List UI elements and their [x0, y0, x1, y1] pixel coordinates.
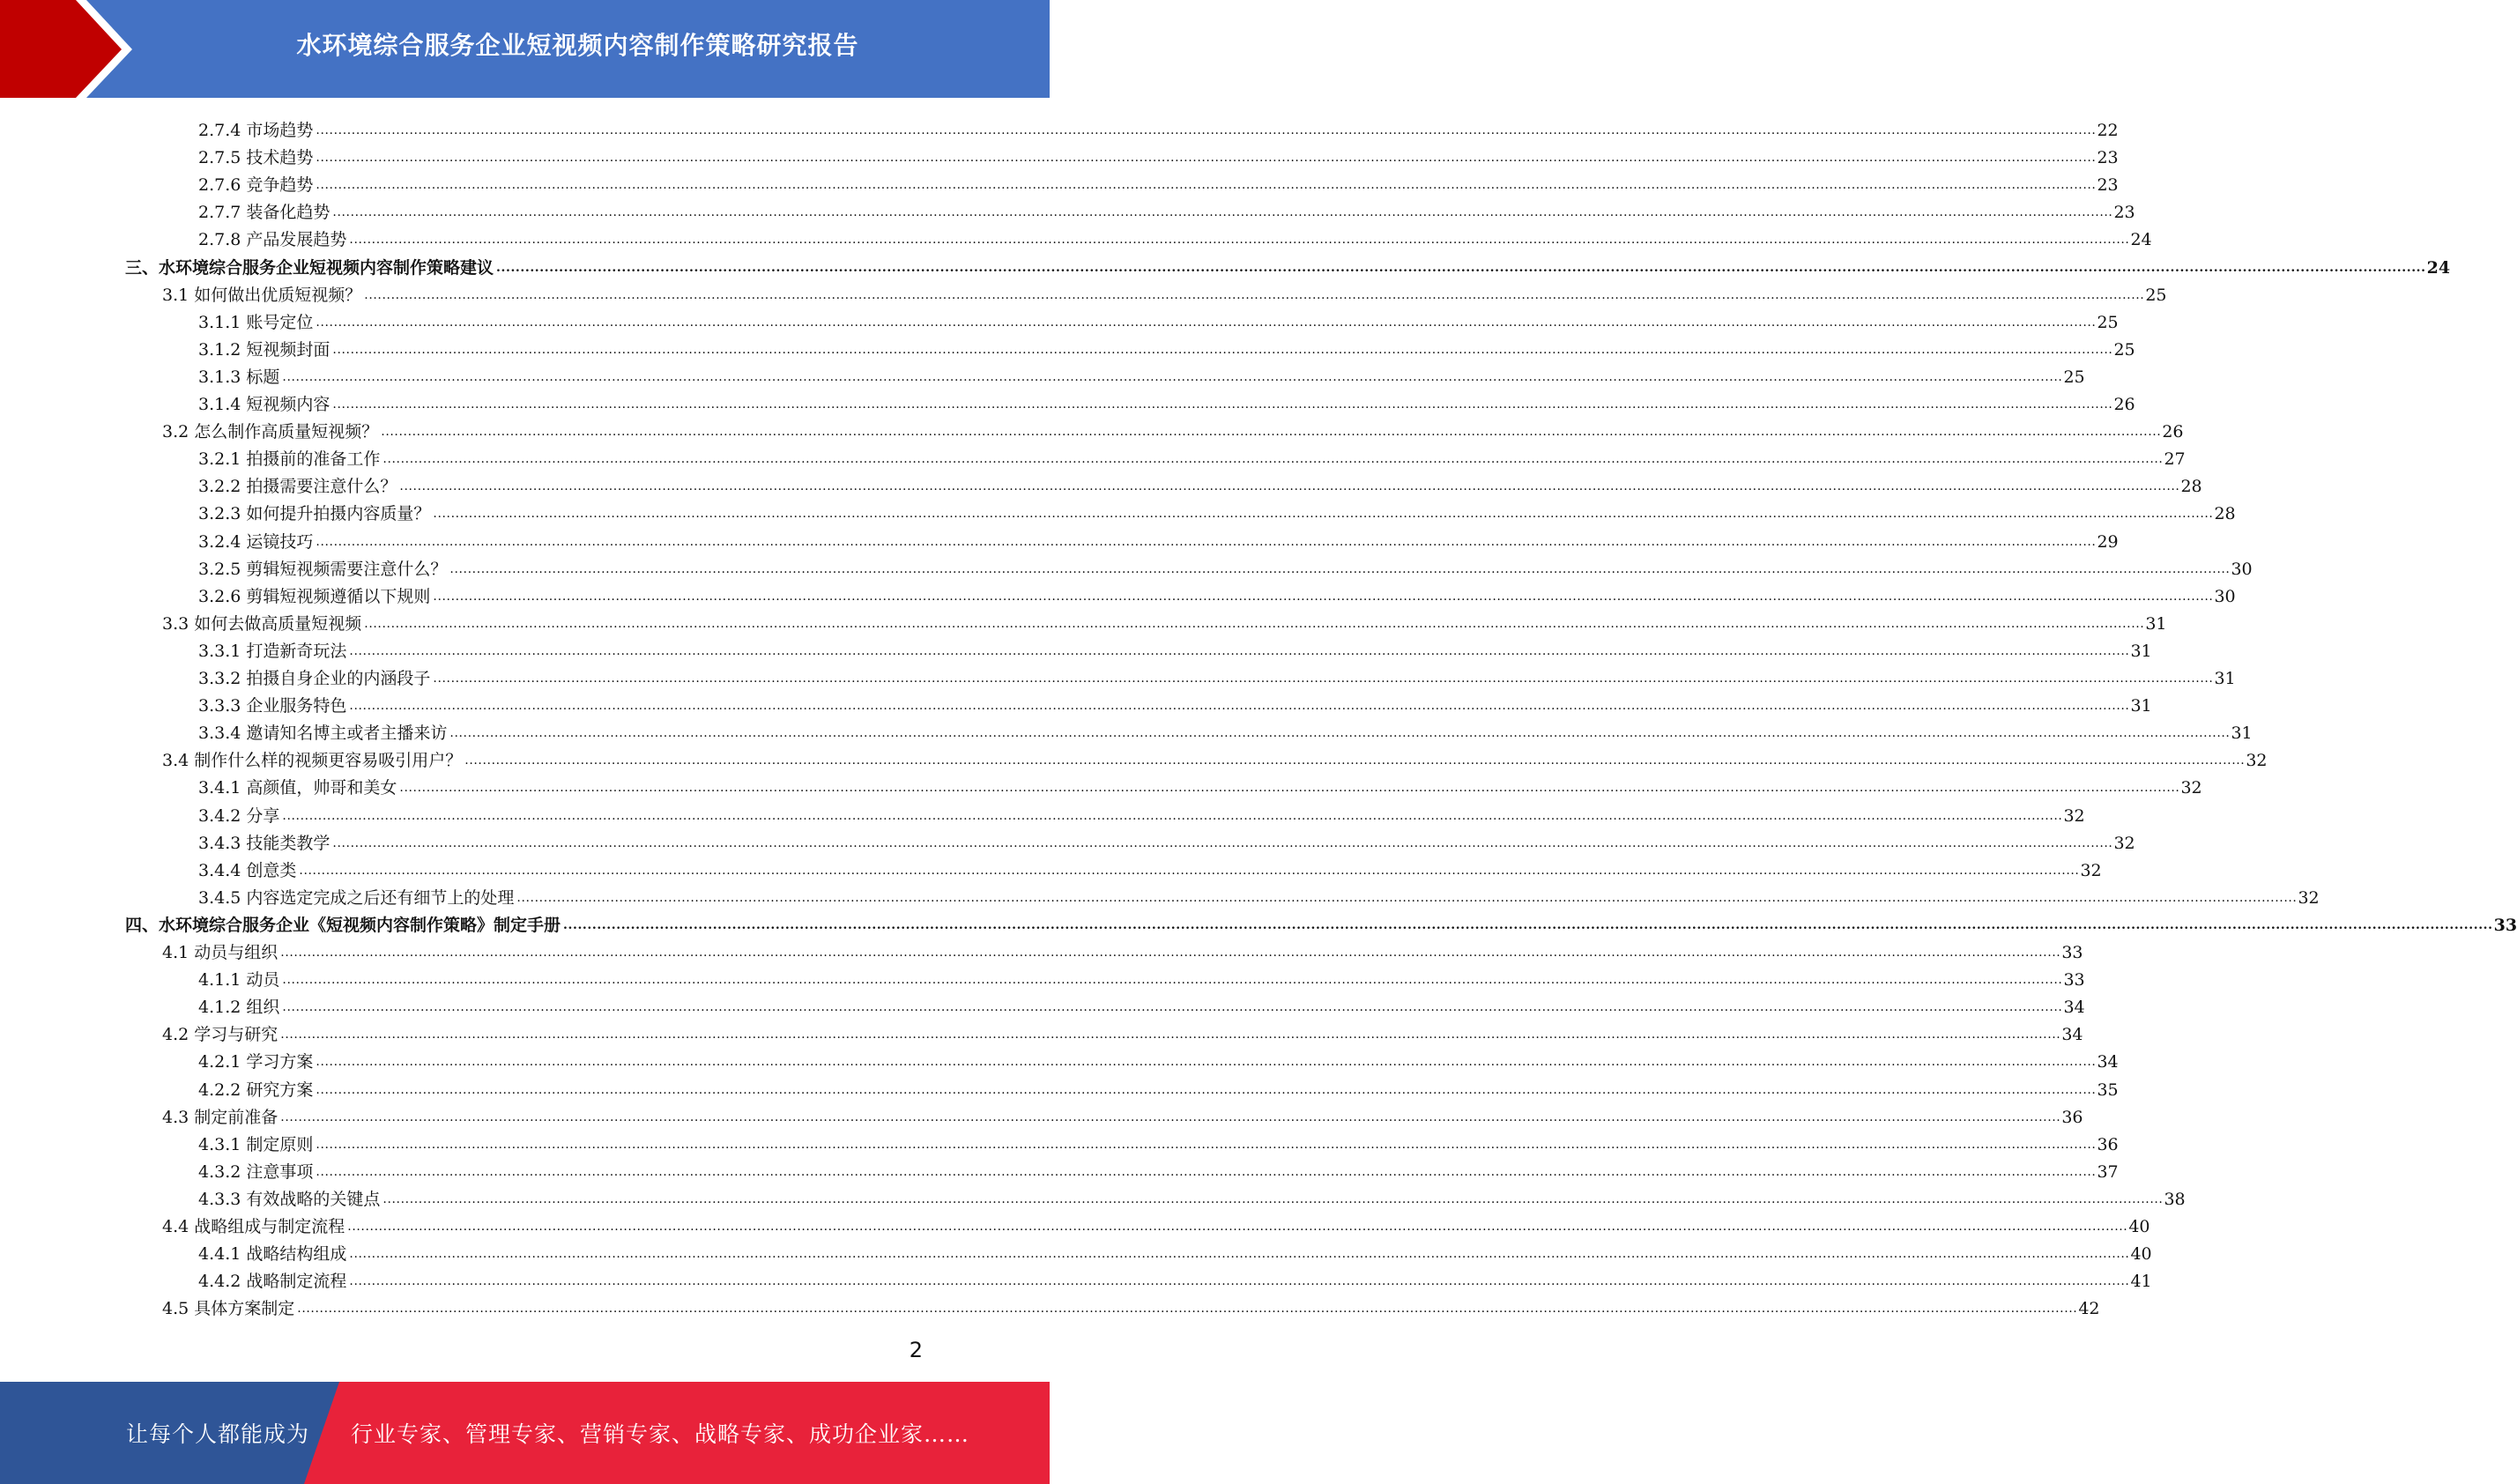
toc-leader-dots: ................................................................................................................................................................................................................................................................................................................................................................................................................	[316, 1055, 2097, 1070]
toc-entry[interactable]	[162, 1209, 2150, 1236]
toc-leader-dots: ................................................................................................................................................................................................................................................................................................................................................................................................................	[349, 643, 2130, 658]
toc-entry[interactable]	[198, 579, 2236, 606]
toc-leader-dots: ................................................................................................................................................................................................................................................................................................................................................................................................................	[399, 781, 2180, 796]
toc-entry[interactable]	[198, 195, 2135, 223]
toc-entry-page: 26	[2113, 395, 2135, 414]
toc-entry-title: 4.5 具体方案制定	[162, 1299, 295, 1319]
toc-leader-dots: ................................................................................................................................................................................................................................................................................................................................................................................................................	[449, 561, 2231, 576]
toc-entry-title: 3.4 制作什么样的视频更容易吸引用户？	[162, 751, 463, 771]
toc-entry[interactable]	[198, 469, 2202, 497]
toc-entry-page: 36	[2061, 1107, 2083, 1127]
toc-leader-dots: ................................................................................................................................................................................................................................................................................................................................................................................................................	[297, 1302, 2078, 1317]
toc-leader-dots: ................................................................................................................................................................................................................................................................................................................................................................................................................	[464, 753, 2246, 768]
toc-entry-title: 3.3 如何去做高质量短视频	[162, 613, 362, 634]
toc-entry[interactable]	[162, 743, 2268, 771]
toc-entry-title: 3.4.2 分享	[198, 805, 280, 826]
toc-entry-title: 4.4 战略组成与制定流程	[162, 1217, 345, 1236]
toc-entry-page: 32	[2063, 805, 2085, 826]
toc-entry-title: 4.2 学习与研究	[162, 1025, 278, 1045]
toc-leader-dots: ................................................................................................................................................................................................................................................................................................................................................................................................................	[299, 863, 2080, 878]
toc-entry-page: 22	[2097, 121, 2119, 140]
toc-entry-title: 4.3.2 注意事项	[198, 1161, 314, 1182]
toc-entry-title: 4.3.1 制定原则	[198, 1134, 314, 1154]
toc-entry-page: 28	[2214, 504, 2236, 524]
toc-leader-dots: ................................................................................................................................................................................................................................................................................................................................................................................................................	[332, 397, 2113, 412]
toc-entry-title: 2.7.6 竞争趋势	[198, 175, 314, 196]
toc-entry-page: 32	[2180, 778, 2202, 798]
toc-entry-page: 34	[2061, 1025, 2083, 1045]
toc-entry[interactable]	[198, 1127, 2119, 1154]
toc-entry-title: 2.7.4 市场趋势	[198, 121, 314, 140]
toc-entry-page: 34	[2097, 1052, 2119, 1072]
toc-entry[interactable]	[198, 1236, 2152, 1265]
toc-leader-dots: ................................................................................................................................................................................................................................................................................................................................................................................................................	[433, 507, 2214, 522]
toc-leader-dots: ................................................................................................................................................................................................................................................................................................................................................................................................................	[332, 835, 2113, 850]
toc-entry-page: 26	[2162, 422, 2184, 442]
toc-leader-dots: ................................................................................................................................................................................................................................................................................................................................................................................................................	[280, 1109, 2061, 1124]
toc-entry-title: 2.7.5 技术趋势	[198, 148, 314, 168]
toc-leader-dots: ................................................................................................................................................................................................................................................................................................................................................................................................................	[399, 479, 2180, 494]
toc-entry-title: 四、水环境综合服务企业《短视频内容制作策略》制定手册	[125, 915, 561, 935]
toc-leader-dots: ................................................................................................................................................................................................................................................................................................................................................................................................................	[282, 973, 2063, 988]
toc-leader-dots: ................................................................................................................................................................................................................................................................................................................................................................................................................	[316, 151, 2097, 166]
toc-entry-title: 3.2.5 剪辑短视频需要注意什么？	[198, 559, 448, 579]
toc-entry[interactable]	[198, 1154, 2119, 1182]
toc-entry-page: 31	[2130, 696, 2152, 716]
toc-entry[interactable]	[198, 1182, 2186, 1209]
toc-entry-page: 32	[2113, 833, 2135, 853]
toc-leader-dots: ................................................................................................................................................................................................................................................................................................................................................................................................................	[433, 672, 2214, 686]
toc-entry-page: 23	[2097, 175, 2119, 196]
toc-entry-title: 3.3.2 拍摄自身企业的内涵段子	[198, 669, 431, 688]
toc-entry-title: 4.4.1 战略结构组成	[198, 1244, 347, 1265]
toc-entry[interactable]	[198, 1044, 2119, 1072]
toc-entry-title: 2.7.7 装备化趋势	[198, 203, 330, 223]
toc-leader-dots: ................................................................................................................................................................................................................................................................................................................................................................................................................	[516, 890, 2298, 905]
toc-leader-dots: ................................................................................................................................................................................................................................................................................................................................................................................................................	[364, 287, 2145, 302]
toc-leader-dots: ................................................................................................................................................................................................................................................................................................................................................................................................................	[449, 726, 2231, 741]
toc-leader-dots: ................................................................................................................................................................................................................................................................................................................................................................................................................	[349, 699, 2130, 714]
toc-entry-page: 25	[2097, 312, 2119, 332]
toc-entry[interactable]	[198, 360, 2085, 387]
toc-entry[interactable]	[198, 496, 2236, 524]
toc-leader-dots: ................................................................................................................................................................................................................................................................................................................................................................................................................	[349, 233, 2130, 248]
toc-entry-page: 27	[2164, 449, 2186, 470]
toc-entry-page: 23	[2097, 148, 2119, 168]
toc-leader-dots: ................................................................................................................................................................................................................................................................................................................................................................................................................	[382, 1191, 2164, 1206]
toc-entry[interactable]	[162, 935, 2083, 962]
page-header	[0, 0, 1050, 98]
toc-entry-page: 33	[2493, 915, 2517, 935]
toc-entry-title: 4.4.2 战略制定流程	[198, 1272, 347, 1292]
toc-entry-page: 31	[2214, 669, 2236, 688]
toc-entry-title: 4.3.3 有效战略的关键点	[198, 1189, 381, 1209]
toc-entry-page: 31	[2145, 613, 2167, 634]
toc-leader-dots: ................................................................................................................................................................................................................................................................................................................................................................................................................	[280, 946, 2061, 960]
toc-entry-page: 25	[2113, 339, 2135, 360]
toc-leader-dots: ................................................................................................................................................................................................................................................................................................................................................................................................................	[316, 1164, 2097, 1179]
toc-entry-title: 4.2.2 研究方案	[198, 1080, 314, 1100]
toc-entry[interactable]	[198, 990, 2085, 1018]
toc-entry-page: 25	[2063, 367, 2085, 387]
toc-entry[interactable]	[162, 278, 2167, 305]
toc-entry[interactable]	[198, 1072, 2119, 1100]
toc-entry[interactable]	[125, 250, 2451, 278]
toc-leader-dots: ................................................................................................................................................................................................................................................................................................................................................................................................................	[364, 616, 2145, 631]
toc-entry-page: 31	[2130, 641, 2152, 661]
toc-entry[interactable]	[198, 552, 2253, 579]
toc-entry-title: 3.2.2 拍摄需要注意什么？	[198, 477, 397, 497]
toc-entry-title: 3.1.3 标题	[198, 367, 280, 387]
toc-entry-page: 33	[2061, 943, 2083, 962]
toc-entry-page: 24	[2130, 230, 2152, 250]
toc-entry-page: 38	[2164, 1189, 2186, 1209]
toc-leader-dots: ................................................................................................................................................................................................................................................................................................................................................................................................................	[381, 425, 2162, 440]
toc-entry[interactable]	[198, 826, 2135, 853]
toc-entry-title: 3.4.1 高颜值，帅哥和美女	[198, 778, 397, 798]
toc-entry-title: 3.3.1 打造新奇玩法	[198, 641, 347, 661]
toc-leader-dots: ................................................................................................................................................................................................................................................................................................................................................................................................................	[282, 369, 2063, 384]
toc-entry-page: 23	[2113, 203, 2135, 223]
toc-entry-title: 2.7.8 产品发展趋势	[198, 230, 347, 250]
toc-entry[interactable]	[198, 770, 2202, 798]
toc-entry-page: 36	[2097, 1134, 2119, 1154]
toc-entry[interactable]	[198, 222, 2152, 250]
toc-entry[interactable]	[198, 853, 2102, 880]
toc-entry-page: 41	[2130, 1272, 2152, 1292]
toc-leader-dots: ................................................................................................................................................................................................................................................................................................................................................................................................................	[316, 178, 2097, 193]
toc-leader-dots: ................................................................................................................................................................................................................................................................................................................................................................................................................	[282, 808, 2063, 823]
toc-entry[interactable]	[198, 688, 2152, 716]
toc-entry-page: 40	[2128, 1217, 2150, 1236]
toc-entry-title: 3.2.1 拍摄前的准备工作	[198, 449, 381, 470]
toc-entry-title: 4.1.2 组织	[198, 998, 280, 1018]
toc-entry-title: 3.1.2 短视频封面	[198, 339, 330, 360]
toc-entry-page: 30	[2231, 559, 2253, 579]
toc-entry-page: 29	[2097, 531, 2119, 552]
toc-leader-dots: ................................................................................................................................................................................................................................................................................................................................................................................................................	[349, 1274, 2130, 1289]
toc-entry[interactable]	[198, 305, 2119, 332]
toc-entry-title: 3.4.4 创意类	[198, 860, 297, 880]
toc-entry-page: 35	[2097, 1080, 2119, 1100]
toc-entry-title: 4.1 动员与组织	[162, 943, 278, 962]
toc-entry[interactable]	[198, 962, 2085, 991]
toc-entry[interactable]	[162, 1017, 2083, 1045]
toc-entry-page: 28	[2180, 477, 2202, 497]
toc-entry-page: 42	[2078, 1299, 2100, 1319]
toc-entry-page: 37	[2097, 1161, 2119, 1182]
toc-entry-title: 3.2.4 运镜技巧	[198, 531, 314, 552]
toc-leader-dots: ................................................................................................................................................................................................................................................................................................................................................................................................................	[316, 123, 2097, 137]
toc-entry-title: 3.2 怎么制作高质量短视频？	[162, 422, 379, 442]
toc-entry-page: 34	[2063, 998, 2085, 1018]
toc-entry-page: 25	[2145, 285, 2167, 305]
footer-slogan-left: 让每个人都能成为	[126, 1421, 310, 1447]
toc-entry-title: 3.3.3 企业服务特色	[198, 696, 347, 716]
toc-entry[interactable]	[198, 880, 2320, 908]
footer-slogan-right: 行业专家、管理专家、营销专家、战略专家、成功企业家……	[351, 1421, 970, 1447]
toc-entry-title: 3.2.3 如何提升拍摄内容质量？	[198, 504, 431, 524]
toc-entry-page: 31	[2231, 723, 2253, 744]
toc-entry[interactable]	[198, 524, 2119, 552]
report-title: 水环境综合服务企业短视频内容制作策略研究报告	[296, 31, 859, 60]
toc-entry[interactable]	[198, 387, 2135, 414]
toc-entry[interactable]	[198, 441, 2186, 470]
toc-entry[interactable]	[198, 167, 2119, 196]
toc-leader-dots: ................................................................................................................................................................................................................................................................................................................................................................................................................	[316, 315, 2097, 330]
toc-entry-title: 3.4.3 技能类教学	[198, 833, 330, 853]
toc-entry-page: 32	[2298, 887, 2320, 908]
toc-entry-title: 三、水环境综合服务企业短视频内容制作策略建议	[125, 257, 494, 278]
toc-leader-dots: ................................................................................................................................................................................................................................................................................................................................................................................................................	[382, 452, 2164, 467]
toc-leader-dots: ................................................................................................................................................................................................................................................................................................................................................................................................................	[316, 534, 2097, 549]
toc-entry[interactable]	[198, 113, 2119, 140]
toc-entry-title: 4.1.1 动员	[198, 970, 280, 991]
page-number: 2	[909, 1338, 923, 1362]
toc-entry[interactable]	[198, 798, 2085, 826]
toc-entry[interactable]	[198, 1264, 2152, 1292]
toc-leader-dots: ................................................................................................................................................................................................................................................................................................................................................................................................................	[316, 1137, 2097, 1152]
page-footer	[0, 1382, 1050, 1484]
toc-entry-page: 24	[2426, 257, 2451, 278]
toc-entry-title: 3.1 如何做出优质短视频？	[162, 285, 362, 305]
toc-entry-page: 32	[2080, 860, 2102, 880]
toc-leader-dots: ................................................................................................................................................................................................................................................................................................................................................................................................................	[282, 1000, 2063, 1015]
toc-entry-title: 4.2.1 学习方案	[198, 1052, 314, 1072]
toc-entry[interactable]	[162, 1291, 2100, 1319]
toc-entry-page: 32	[2246, 751, 2268, 771]
toc-entry-title: 3.4.5 内容选定完成之后还有细节上的处理	[198, 887, 515, 908]
toc-leader-dots: ................................................................................................................................................................................................................................................................................................................................................................................................................	[332, 342, 2113, 357]
toc-entry-title: 3.1.4 短视频内容	[198, 395, 330, 414]
toc-entry[interactable]	[198, 716, 2253, 744]
toc-entry-title: 3.3.4 邀请知名博主或者主播来访	[198, 723, 448, 744]
toc-leader-dots: ................................................................................................................................................................................................................................................................................................................................................................................................................	[349, 1247, 2130, 1262]
toc-leader-dots: ................................................................................................................................................................................................................................................................................................................................................................................................................	[280, 1028, 2061, 1043]
toc-entry-page: 40	[2130, 1244, 2152, 1265]
toc-entry-title: 4.3 制定前准备	[162, 1107, 278, 1127]
toc-entry[interactable]	[198, 661, 2236, 688]
toc-leader-dots: ................................................................................................................................................................................................................................................................................................................................................................................................................	[496, 260, 2426, 275]
toc-leader-dots: ................................................................................................................................................................................................................................................................................................................................................................................................................	[433, 589, 2214, 604]
toc-entry[interactable]	[162, 606, 2167, 634]
toc-entry[interactable]	[198, 140, 2119, 168]
toc-leader-dots: ................................................................................................................................................................................................................................................................................................................................................................................................................	[347, 1220, 2128, 1234]
toc-entry-page: 30	[2214, 586, 2236, 606]
toc-entry[interactable]	[162, 1100, 2083, 1127]
toc-entry-page: 33	[2063, 970, 2085, 991]
toc-leader-dots: ................................................................................................................................................................................................................................................................................................................................................................................................................	[332, 205, 2113, 220]
toc-entry[interactable]	[198, 634, 2152, 661]
toc-entry[interactable]	[125, 908, 2517, 935]
toc-entry[interactable]	[162, 414, 2184, 442]
toc-leader-dots: ................................................................................................................................................................................................................................................................................................................................................................................................................	[316, 1082, 2097, 1097]
toc-leader-dots: ................................................................................................................................................................................................................................................................................................................................................................................................................	[563, 917, 2493, 932]
toc-entry[interactable]	[198, 332, 2135, 360]
toc-entry-title: 3.1.1 账号定位	[198, 312, 314, 332]
toc-entry-title: 3.2.6 剪辑短视频遵循以下规则	[198, 586, 431, 606]
